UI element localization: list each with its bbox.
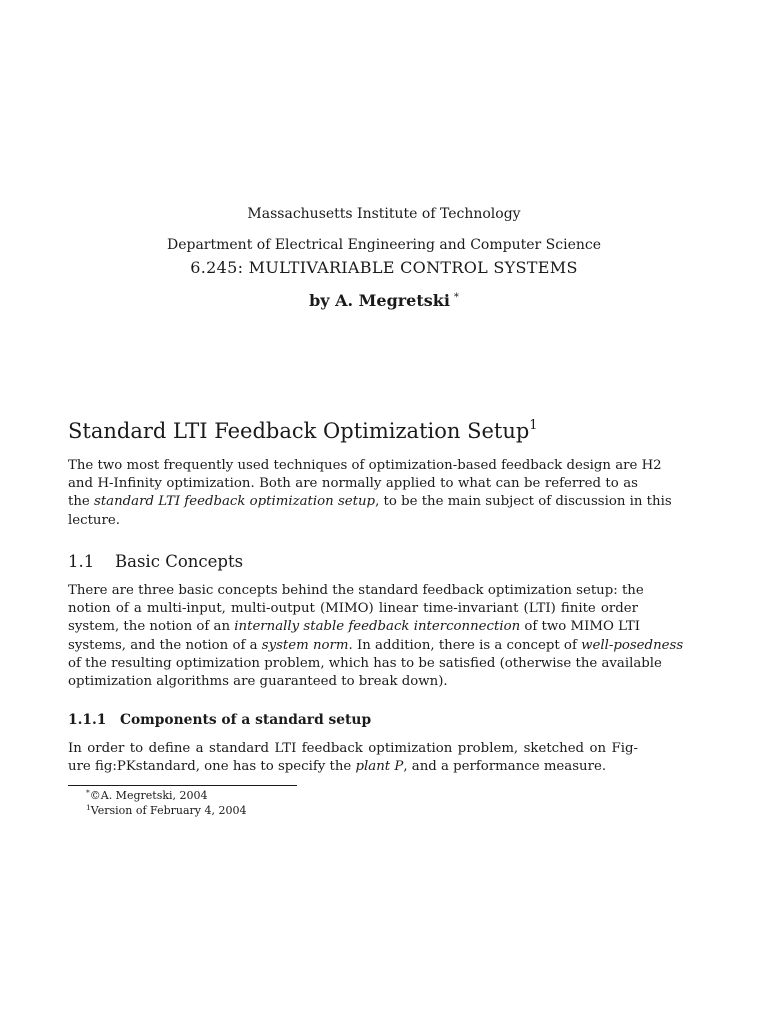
emphasis-term: system norm [261, 637, 349, 653]
paragraph-line [68, 637, 684, 655]
author-footnote-mark: * [453, 292, 459, 303]
section-footnote-mark: 1 [529, 418, 538, 433]
text-run: ure fig:PKstandard, one has to specify the [68, 759, 356, 775]
paragraph-line: optimization algorithms are guaranteed to break down). [68, 674, 448, 690]
text-run: the [68, 494, 95, 510]
intro-paragraph [68, 457, 672, 530]
text-run: , to be the main subject of discussion in this [375, 494, 672, 510]
course-title: 6.245: MULTIVARIABLE CONTROL SYSTEMS [190, 258, 578, 277]
footnote-mark: 1 [86, 803, 91, 812]
footnote-copyright [86, 788, 208, 802]
paragraph-line: notion of a multi-input, multi-output (MIMO) linear time-invariant (LTI) finite order [68, 601, 638, 617]
emphasis-term: internally stable feedback interconnection [234, 619, 521, 635]
text-run: of two MIMO LTI [520, 619, 640, 635]
section-title-text: Standard LTI Feedback Optimization Setup [68, 419, 530, 443]
paragraph-line: of the resulting optimization problem, which has to be satisfied (otherwise the available [68, 655, 662, 671]
paragraph-line [68, 618, 638, 636]
section-title [68, 418, 538, 443]
paragraph-line: In order to define a standard LTI feedback optimization problem, sketched on Fig- [68, 741, 638, 756]
footnote-mark: * [86, 788, 90, 797]
subsubsection-number: 1.1.1 [68, 712, 107, 728]
footnote-text: Version of February 4, 2004 [90, 804, 247, 817]
emphasis-term: standard LTI feedback optimization setup [94, 494, 376, 510]
intro-line: The two most frequently used techniques of optimization-based feedback design are H2 [68, 458, 662, 473]
basic-concepts-paragraph [68, 582, 684, 691]
author-name: by A. Megretski [309, 291, 450, 310]
text-run: . In addition, there is a concept of [348, 637, 582, 653]
text-run: systems, and the notion of a [68, 637, 262, 653]
intro-line: lecture. [68, 512, 120, 528]
subsection-title: Basic Concepts [115, 552, 244, 571]
subsection-heading [68, 552, 243, 571]
components-paragraph [68, 740, 638, 776]
subsubsection-title: Components of a standard setup [120, 712, 372, 728]
subsection-number: 1.1 [68, 552, 95, 571]
text-run: , and a performance measure. [403, 759, 607, 775]
intro-line: and H-Infinity optimization. Both are normally applied to what can be referred to as [68, 476, 638, 492]
subsubsection-heading [68, 712, 371, 728]
department-name: Department of Electrical Engineering and Computer Science [166, 237, 601, 253]
text-run: system, the notion of an [68, 619, 235, 635]
footnote-divider [68, 785, 297, 786]
institution-name: Massachusetts Institute of Technology [247, 206, 521, 222]
paragraph-line [68, 758, 638, 776]
footnote-text: ©A. Megretski, 2004 [89, 789, 208, 802]
paragraph-line: There are three basic concepts behind the standard feedback optimization setup: the [68, 583, 644, 598]
author-line [0, 291, 768, 310]
intro-line [68, 493, 672, 511]
emphasis-term: well-posedness [581, 637, 684, 653]
emphasis-term: plant P [355, 759, 404, 775]
footnote-version [86, 803, 246, 817]
